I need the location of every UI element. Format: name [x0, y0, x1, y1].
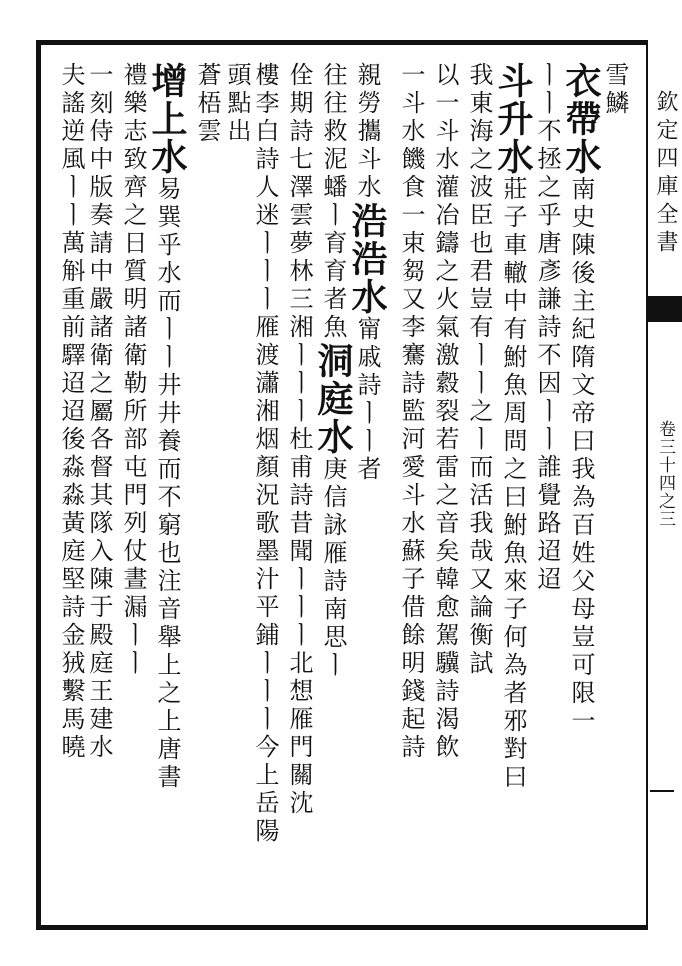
- entry-text: 蒼梧雲: [193, 62, 221, 146]
- text-column: [346, 62, 388, 922]
- entry-text: 南史陳後主紀隋文帝曰我為百姓父母豈可限一: [567, 176, 595, 736]
- entry-text: 以一斗水灌冶鑄之火氣激縠裂若雷之音矣韓愈駕驥詩渴飲: [431, 62, 459, 762]
- text-column: [532, 62, 562, 922]
- entry-text: 樓李白詩人迷ㅣㅣㅣ雁渡瀟湘烟顏況歌墨汁平鋪ㅣㅣㅣ今上岳陽: [251, 62, 279, 846]
- entry-text: 我東海之波臣也君豈有ㅣㅣ之ㅣ而活我哉又論衡試: [465, 62, 493, 678]
- entry-text: 甯戚詩ㅣㅣ者: [353, 316, 381, 484]
- text-column: [192, 62, 222, 922]
- entry-text: 庚信詠雁詩南思ㅣ: [319, 456, 347, 680]
- text-column: [284, 62, 314, 922]
- text-column: [492, 62, 534, 922]
- entry-text: 往往救泥蟠: [319, 62, 347, 202]
- entry-text: 親勞攜斗水: [353, 62, 381, 202]
- entry-text: ㅣㅣ不拯之乎唐彥謙詩不因ㅣㅣ誰覺路迢迢: [533, 62, 561, 594]
- entry-text: 莊子車轍中有鮒魚周問之曰鮒魚來子何為者邪對曰: [499, 176, 527, 792]
- text-column: [250, 62, 280, 922]
- text-column: [222, 62, 252, 922]
- entry-text: 一斗水饑食一束芻又李騫詩監河愛斗水蘇子借餘明錢起詩: [397, 62, 425, 762]
- entry-text: 頭點出: [223, 62, 251, 146]
- entry-heading: 浩浩水: [346, 202, 388, 316]
- entry-text: 雪: [601, 62, 629, 90]
- entry-heading: 衣帶水: [560, 62, 602, 176]
- entry-heading: 增上水: [146, 62, 188, 176]
- entry-text: 佺期詩七澤雲夢林三湘ㅣㅣㅣ杜甫詩昔聞ㅣㅣㅣ北想雁門關沈: [285, 62, 313, 818]
- entry-text: 一刻侍中版奏請中嚴諸衛之屬各督其隊入陳于殿庭王建水: [85, 62, 113, 762]
- margin-rule: [646, 40, 648, 930]
- entry-text: 禮樂志致齊之日質明諸衛勒所部屯門列仗晝漏ㅣㅣ: [119, 62, 147, 678]
- text-column: [600, 62, 630, 922]
- text-column: [560, 62, 602, 922]
- text-column: [84, 62, 114, 922]
- book-title: 欽定四庫全書: [653, 90, 678, 258]
- fish-tail-mark: [648, 296, 682, 322]
- entry-text: 夫謠逆風ㅣㅣ萬斛重前驛迢迢後淼淼黃庭堅詩金狨繫馬曉: [57, 62, 85, 762]
- text-column: [146, 62, 188, 922]
- entry-heading: 斗升水: [492, 62, 534, 176]
- volume-label: 卷三十四之三: [655, 420, 675, 528]
- entry-text: ㅣ育育者魚: [319, 202, 347, 342]
- entry-heading: 洞庭水: [312, 342, 354, 456]
- entry-text: 鱗: [601, 90, 629, 118]
- text-column: [396, 62, 426, 922]
- margin-tick: [650, 790, 674, 792]
- text-column: [464, 62, 494, 922]
- text-column: [56, 62, 86, 922]
- text-column: [312, 62, 354, 922]
- text-column: [118, 62, 148, 922]
- entry-text: 易巽乎水而ㅣㅣ井井養而不窮也注音舉上之上唐書: [153, 176, 181, 792]
- text-column: [430, 62, 460, 922]
